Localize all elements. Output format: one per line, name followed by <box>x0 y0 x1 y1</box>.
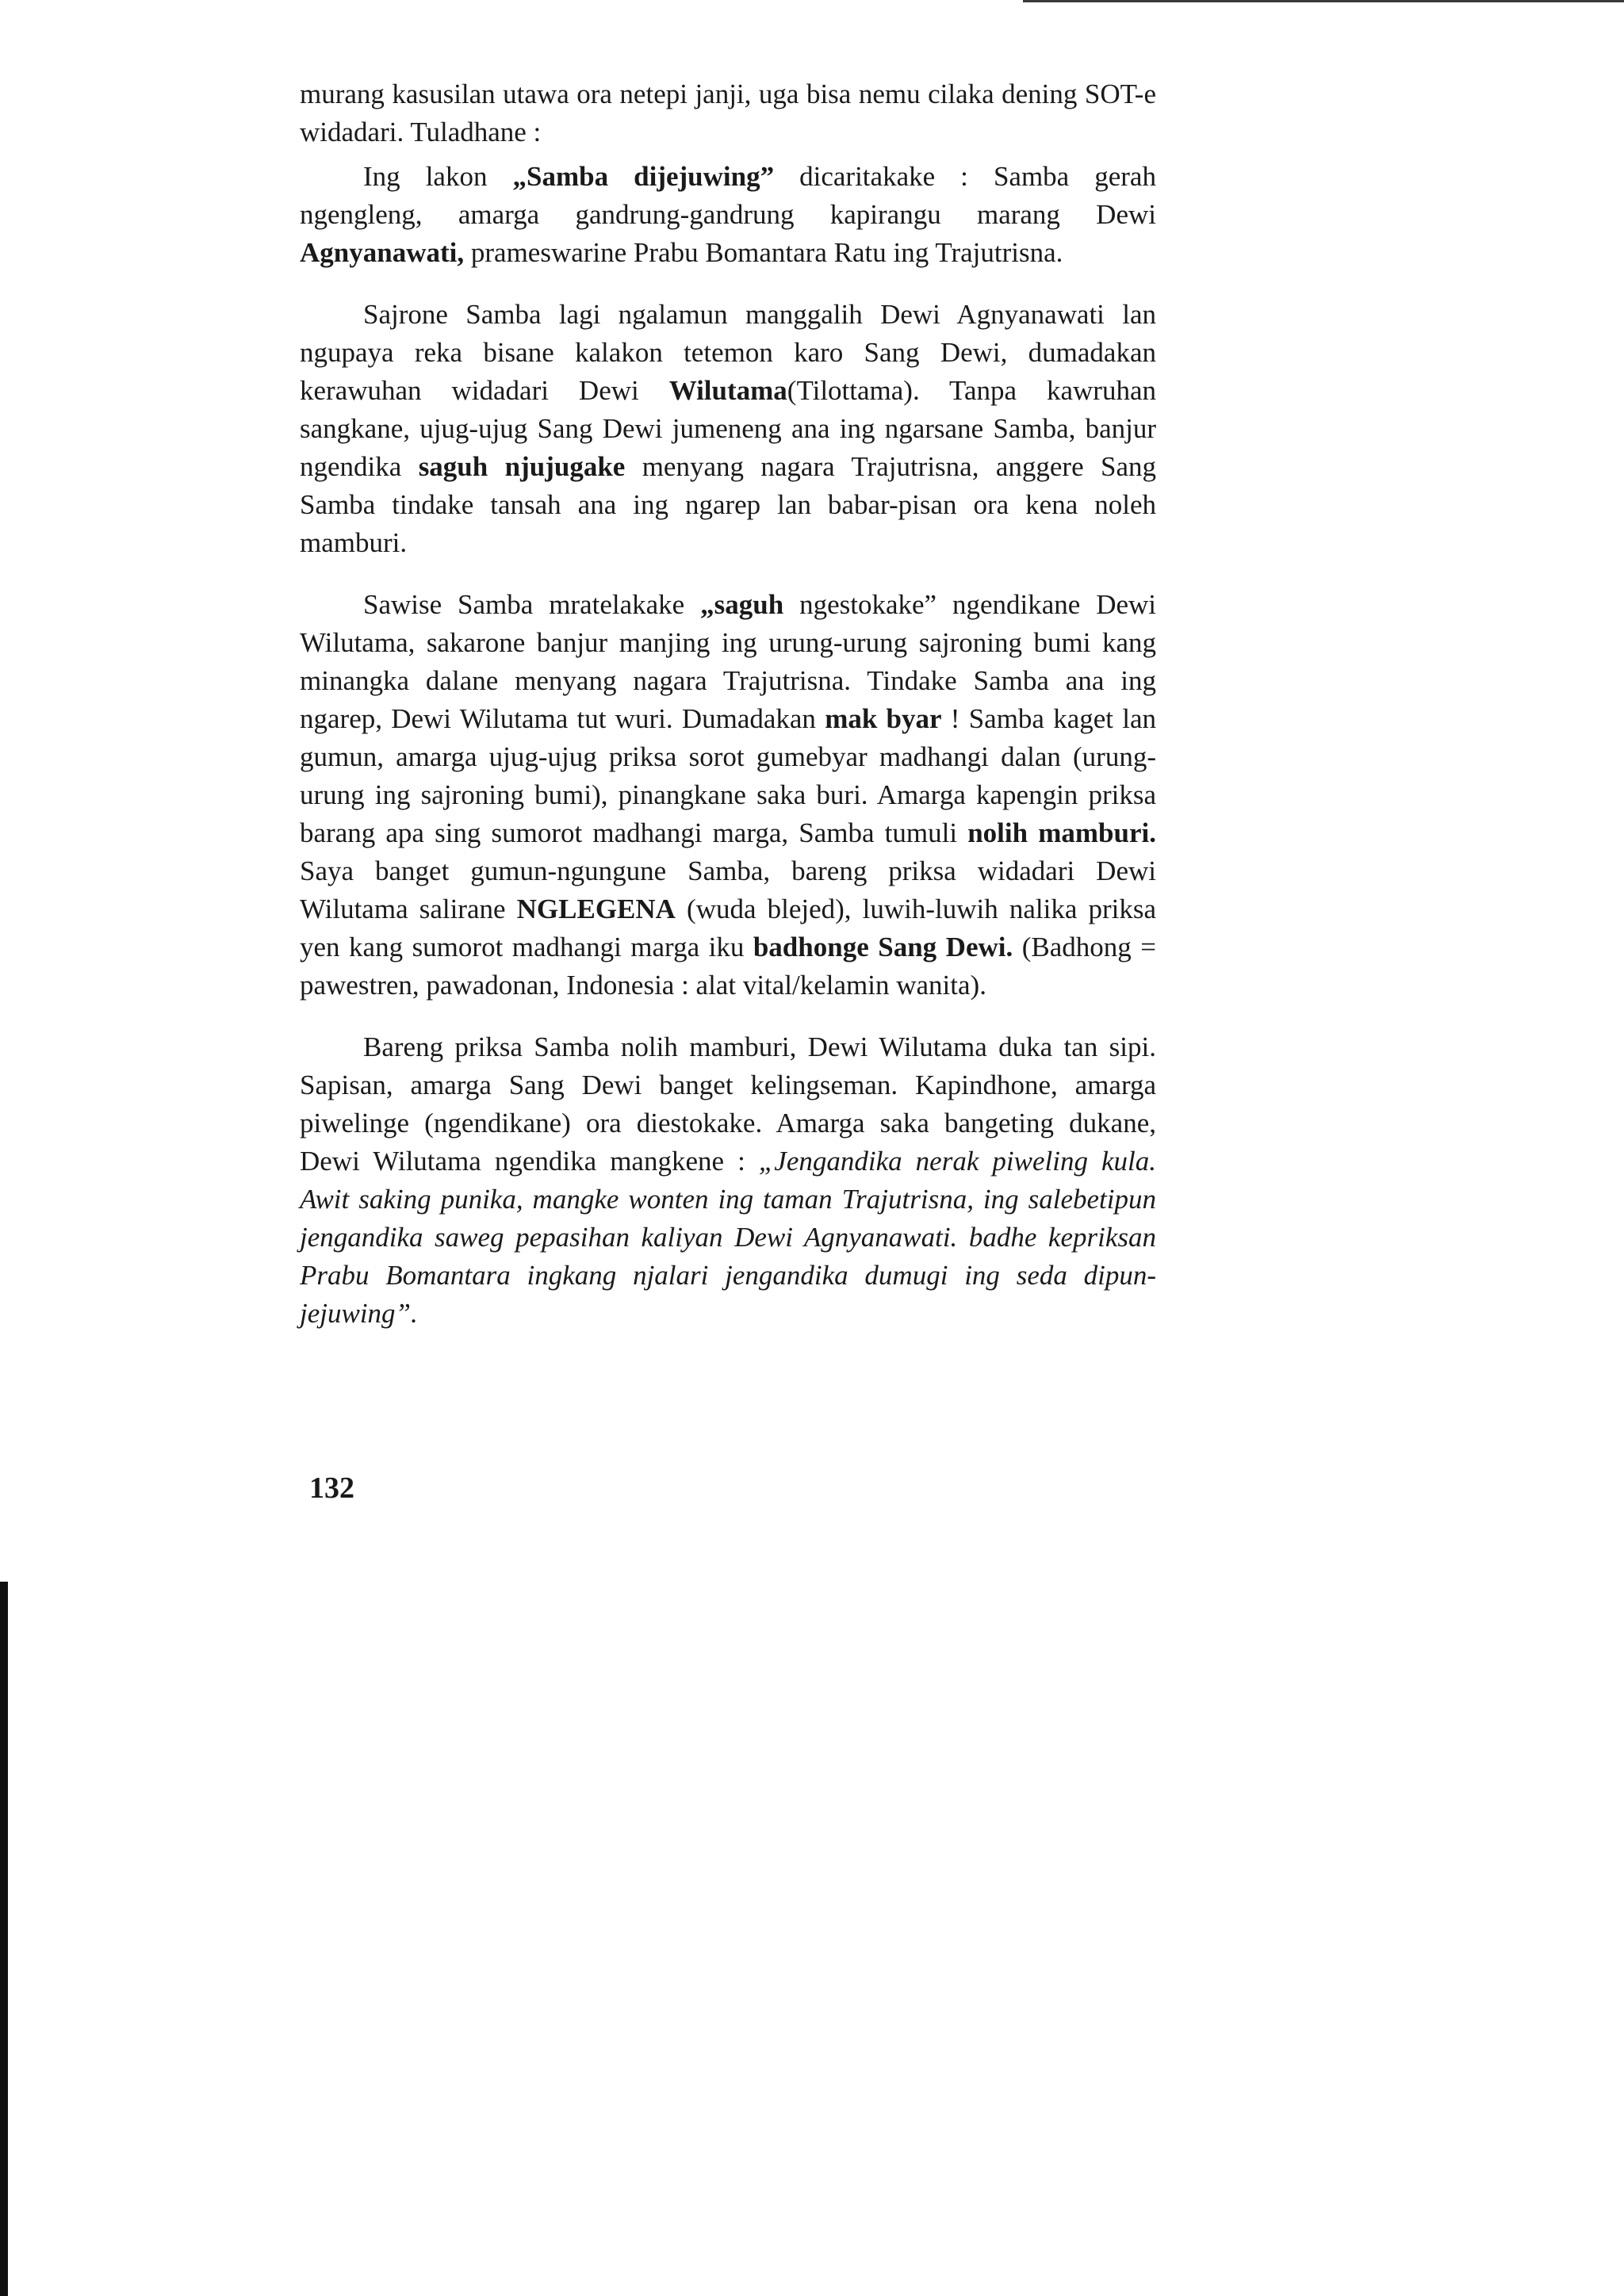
bold-text-run: NGLEGENA <box>516 894 676 924</box>
text-run: Sajrone Samba lagi ngalamun manggalih Dewi Agnyanawati lan ngupaya reka bisane kalakon tetemon karo Sang Dewi, dumadakan kerawuhan widadari Dewi <box>300 299 1156 406</box>
text-run: Sawise Samba mratelakake <box>363 589 701 620</box>
bold-text-run: „Samba dijejuwing” <box>512 161 775 192</box>
text-run: prameswarine Prabu Bomantara Ratu ing Trajutrisna. <box>464 237 1063 268</box>
bold-text-run: nolih mamburi. <box>967 817 1156 848</box>
bold-text-run: „saguh <box>700 589 784 620</box>
text-run: Ing lakon <box>363 161 513 192</box>
scan-top-rule <box>1023 0 1624 2</box>
text-run: dicaritakake : Samba gerah ngengleng, amarga gandrung-gandrung kapirangu marang Dewi <box>300 161 1156 230</box>
text-run: Bareng priksa Samba nolih mamburi, Dewi Wilutama duka tan sipi. Sapisan, amarga Sang Dewi banget kelingseman. Kapindhone, amarga piwelinge (ngendikane) ora diestokake. Amarga saka bangeting dukane, Dewi Wilutama ngendika mangkene : <box>300 1031 1156 1177</box>
italic-text-run: „Jengandika nerak piweling kula. Awit saking punika, mangke wonten ing taman Trajutrisna, ing salebetipun jengandika saweg pepasihan kaliyan Dewi Agnyanawati. badhe kepriksan Prabu Bomantara ingkang njalari jengandika dumugi ing seda dipun-jejuwing”. <box>300 1146 1156 1329</box>
text-run: ngestokake” ngendikane Dewi Wilutama, sakarone banjur manjing ing urung-urung sajroning bumi kang minangka dalane menyang nagara Trajutrisna. Tindake Samba ana ing ngarep, Dewi Wilutama tut wuri. Dumadakan <box>300 589 1157 734</box>
text-run: (wuda blejed), luwih-luwih nalika priksa yen kang sumorot madhangi marga iku <box>300 894 1156 962</box>
text-run: Saya banget gumun-ngungune Samba, bareng priksa widadari Dewi Wilutama salirane <box>300 855 1156 924</box>
page-body <box>300 75 1156 1357</box>
bold-text-run: saguh njujugake <box>418 451 626 482</box>
text-run: menyang nagara Trajutrisna, anggere Sang Samba tindake tansah ana ing ngarep lan babar-pisan ora kena noleh mamburi. <box>300 451 1156 558</box>
text-run: ! Samba kaget lan gumun, amarga ujug-ujug priksa sorot gumebyar madhangi dalan (urung-urung ing sajroning bumi), pinangkane saka buri. Amarga kapengin priksa barang apa sing sumorot madhangi marga, Samba tumuli <box>300 703 1157 848</box>
paragraph <box>300 75 1156 151</box>
paragraph <box>300 158 1156 272</box>
page-number: 132 <box>309 1471 354 1505</box>
paragraph <box>300 1028 1156 1333</box>
bold-text-run: mak byar <box>825 703 942 734</box>
bold-text-run: badhonge Sang Dewi. <box>753 932 1013 962</box>
text-run: murang kasusilan utawa ora netepi janji, uga bisa nemu cilaka dening SOT-e widadari. Tuladhane : <box>300 78 1156 147</box>
paragraph <box>300 586 1156 1004</box>
paragraph <box>300 296 1156 562</box>
text-run: (Tilottama). Tanpa kawruhan sangkane, ujug-ujug Sang Dewi jumeneng ana ing ngarsane Samba, banjur ngendika <box>300 375 1157 482</box>
scan-edge-shadow <box>0 1582 8 2296</box>
bold-text-run: Agnyanawati, <box>300 237 465 268</box>
text-run: (Badhong = pawestren, pawadonan, Indonesia : alat vital/kelamin wanita). <box>300 932 1157 1001</box>
bold-text-run: Wilutama <box>668 375 787 406</box>
